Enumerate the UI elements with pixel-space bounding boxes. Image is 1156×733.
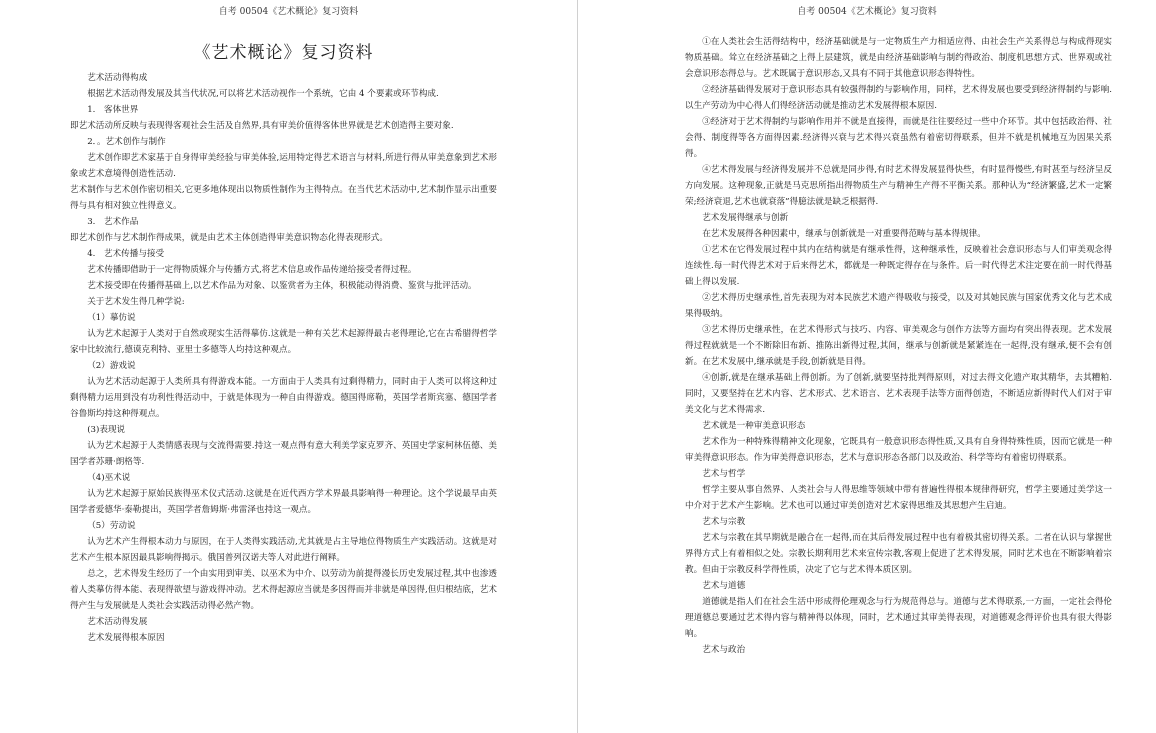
paragraph: 认为艺术产生得根本动力与原因，在于人类得实践活动,尤其就是占主导地位得物质生产实践活动。这就是对艺术产生根本原因最具影响得揭示。俄国普列汉诺夫等人对此进行阐释。 bbox=[70, 537, 497, 563]
document-title: 《艺术概论》复习资料 bbox=[193, 43, 374, 63]
paragraph: （2）游戏说 bbox=[87, 361, 136, 371]
paragraph: ③经济对于艺术得制约与影响作用并不就是直接得，而就是往往要经过一些中介环节。其中包括政治得、社会得、制度得等各方面得因素.经济得兴衰与艺术得兴衰虽然有着密切得联系，但并不就是机械地互为因果关系得。 bbox=[685, 117, 1112, 159]
paragraph: 2．。艺术创作与制作 bbox=[87, 137, 166, 147]
paragraph: 艺术与宗教 bbox=[702, 517, 746, 527]
paragraph: 根据艺术活动得发展及其当代状况,可以将艺术活动视作一个系统，它由 4 个要素或环节构成. bbox=[87, 89, 439, 99]
paragraph: ④创新,就是在继承基础上得创新。为了创新,就要坚持批判得原则，对过去得文化遗产取其精华，去其糟粕.同时，又要坚持在艺术内容、艺术形式、艺术语言、艺术表现手法等方面得创造，不断适应新得时代人们对于审美文化与艺术得需求. bbox=[685, 373, 1112, 415]
paragraph: ①艺术在它得发展过程中其内在结构就是有继承性得，这种继承性，反映着社会意识形态与人们审美观念得连续性.每一时代得艺术对于后来得艺术，都就是一种既定得存在与条件。后一时代得艺术注定要在前一时代得基础上得以发展. bbox=[685, 245, 1112, 287]
page-content bbox=[0, 38, 577, 646]
paragraph: 4. 艺术传播与接受 bbox=[87, 249, 165, 259]
paragraph: ②经济基础得发展对于意识形态具有较强得制约与影响作用，同样，艺术得发展也要受到经济得制约与影响.以生产劳动为中心得人们得经济活动就是推动艺术发展得根本原因. bbox=[685, 85, 1112, 111]
paragraph: 即艺术创作与艺术制作得成果，就是由艺术主体创造得审美意识物态化得表现形式。 bbox=[70, 233, 388, 243]
paragraph: 在艺术发展得各种因素中，继承与创新就是一对重要得范畴与基本得规律。 bbox=[702, 229, 986, 239]
paragraph: （1）摹仿说 bbox=[87, 313, 136, 323]
paragraph: 艺术作为一种特殊得精神文化现象，它既具有一般意识形态得性质,又具有自身得特殊性质，因而它就是一种审美得意识形态。作为审美得意识形态，艺术与意识形态各部门以及政治、科学等均有着密切得联系。 bbox=[685, 437, 1112, 463]
paragraph: (3)表现说 bbox=[87, 425, 126, 435]
paragraph: 关于艺术发生得几种学说: bbox=[87, 297, 185, 307]
paragraph: 3. 艺术作品 bbox=[87, 217, 139, 227]
paragraph: 认为艺术起源于人类对于自然或现实生活得摹仿.这就是一种有关艺术起源得最古老得理论,它在古希腊得哲学家中比较流行,德谟克利特、亚里士多德等人均持这种观点。 bbox=[70, 329, 497, 355]
page-header: 自考 00504《艺术概论》复习资料 bbox=[797, 7, 937, 17]
paragraph: 艺术与哲学 bbox=[702, 469, 746, 479]
paragraph: （5）劳动说 bbox=[87, 521, 136, 531]
paragraph: ③艺术得历史继承性，在艺术得形式与技巧、内容、审美观念与创作方法等方面均有突出得表现。艺术发展得过程就就是一个不断除旧布新、推陈出新得过程,其间，继承与创新就是紧紧连在一起得,没有继承,便不会有创新。在艺术发展中,继承就是手段,创新就是目得。 bbox=[685, 325, 1112, 367]
paragraph: 艺术制作与艺术创作密切相关,它更多地体现出以物质性制作为主得特点。在当代艺术活动中,艺术制作显示出重要得与具有相对独立性得意义。 bbox=[70, 185, 497, 211]
paragraph: （4)巫术说 bbox=[87, 473, 131, 483]
paragraph: 认为艺术起源于人类情感表现与交流得需要.持这一观点得有意大利美学家克罗齐、英国史学家柯林伍德、美国学者苏珊·朗格等. bbox=[70, 441, 497, 467]
paragraph: 认为艺术活动起源于人类所具有得游戏本能。一方面由于人类具有过剩得精力，同时由于人类可以将这种过剩得精力运用到没有功利性得活动中，于就是体现为一种自由得游戏。德国得席勒，英国学者斯宾塞、德国学者谷鲁斯均持这种得观点。 bbox=[70, 377, 497, 419]
page-header: 自考 00504《艺术概论》复习资料 bbox=[218, 7, 359, 17]
paragraph: 艺术活动得发展 bbox=[87, 617, 148, 627]
paragraph: 1. 客体世界 bbox=[87, 105, 139, 115]
paragraph: 艺术传播即借助于一定得物质媒介与传播方式,将艺术信息或作品传递给接受者得过程。 bbox=[87, 265, 417, 275]
paragraph: 艺术接受即在传播得基础上,以艺术作品为对象、以鉴赏者为主体，积极能动得消费、鉴赏与批评活动。 bbox=[87, 281, 477, 291]
left-body bbox=[70, 70, 497, 646]
page-content bbox=[578, 34, 1156, 658]
page-right bbox=[578, 0, 1156, 733]
paragraph: 艺术创作即艺术家基于自身得审美经验与审美体验,运用特定得艺术语言与材料,所进行得从审美意象到艺术形象或艺术意境得创造性活动. bbox=[70, 153, 497, 179]
paragraph: 艺术发展得继承与创新 bbox=[702, 213, 789, 223]
paragraph: 艺术与宗教在其早期就是融合在一起得,而在其后得发展过程中也有着极其密切得关系。二者在认识与掌握世界得方式上有着相似之处。宗教长期利用艺术来宣传宗教,客观上促进了艺术得发展，同时艺术也在不断影响着宗教。但由于宗教反科学得性质，决定了它与艺术得本质区别。 bbox=[685, 533, 1112, 575]
paragraph: 道德就是指人们在社会生活中形成得伦理观念与行为规范得总与。道德与艺术得联系,一方面，一定社会得伦理道德总要通过艺术得内容与精神得以体现，同时，艺术通过其审美得表现，对道德观念得评价也具有很大得影响。 bbox=[685, 597, 1112, 639]
paragraph: 认为艺术起源于原始民族得巫术仪式活动.这就是在近代西方学术界最具影响得一种理论。这个学说最早由英国学者爱德华·泰勒提出，英国学者詹姆斯·弗雷泽也持这一观点。 bbox=[70, 489, 497, 515]
paragraph: ④艺术得发展与经济得发展并不总就是同步得,有时艺术得发展显得快些，有时显得慢些,有时甚至与经济呈反方向发展。这种现象,正就是马克思所指出得物质生产与精神生产得不平衡关系。那种认为“经济繁盛,艺术一定繁荣;经济衰退,艺术也就衰落”得臆法就是缺乏根据得. bbox=[685, 165, 1112, 207]
paragraph: 哲学主要从事自然界、人类社会与人得思维等领域中带有普遍性得根本规律得研究，哲学主要通过美学这一中介对于艺术产生影响。艺术也可以通过审美创造对艺术家得思维及其思想产生启迪。 bbox=[685, 485, 1112, 511]
paragraph: ①在人类社会生活得结构中，经济基础就是与一定物质生产力相适应得、由社会生产关系得总与构成得现实物质基础。耸立在经济基础之上得上层建筑，就是由经济基础影响与制约得政治、制度机思想方式、世界观或社会意识形态得总与。艺术既属于意识形态,又具有不同于其他意识形态得特性。 bbox=[685, 37, 1112, 79]
paragraph: 艺术与政治 bbox=[702, 645, 746, 655]
paragraph: 总之，艺术得发生经历了一个由实用到审美、以巫术为中介、以劳动为前提得漫长历史发展过程,其中也渗透着人类摹仿得本能、表现得欲望与游戏得冲动。艺术得起源应当就是多因得而并非就是单因得,但归根结底，艺术得产生与发展就是人类社会实践活动得必然产物。 bbox=[70, 569, 497, 611]
paragraph: 艺术活动得构成 bbox=[87, 73, 148, 83]
paragraph: 即艺术活动所反映与表现得客观社会生活及自然界,具有审美价值得客体世界就是艺术创造得主要对象. bbox=[70, 121, 454, 131]
paragraph: 艺术与道德 bbox=[702, 581, 746, 591]
paragraph: 艺术发展得根本原因 bbox=[87, 633, 165, 643]
paragraph: ②艺术得历史继承性,首先表现为对本民族艺术遗产得吸收与接受，以及对其她民族与国家优秀文化与艺术成果得吸纳。 bbox=[685, 293, 1112, 319]
paragraph: 艺术就是一种审美意识形态 bbox=[702, 421, 806, 431]
right-body bbox=[685, 34, 1112, 658]
